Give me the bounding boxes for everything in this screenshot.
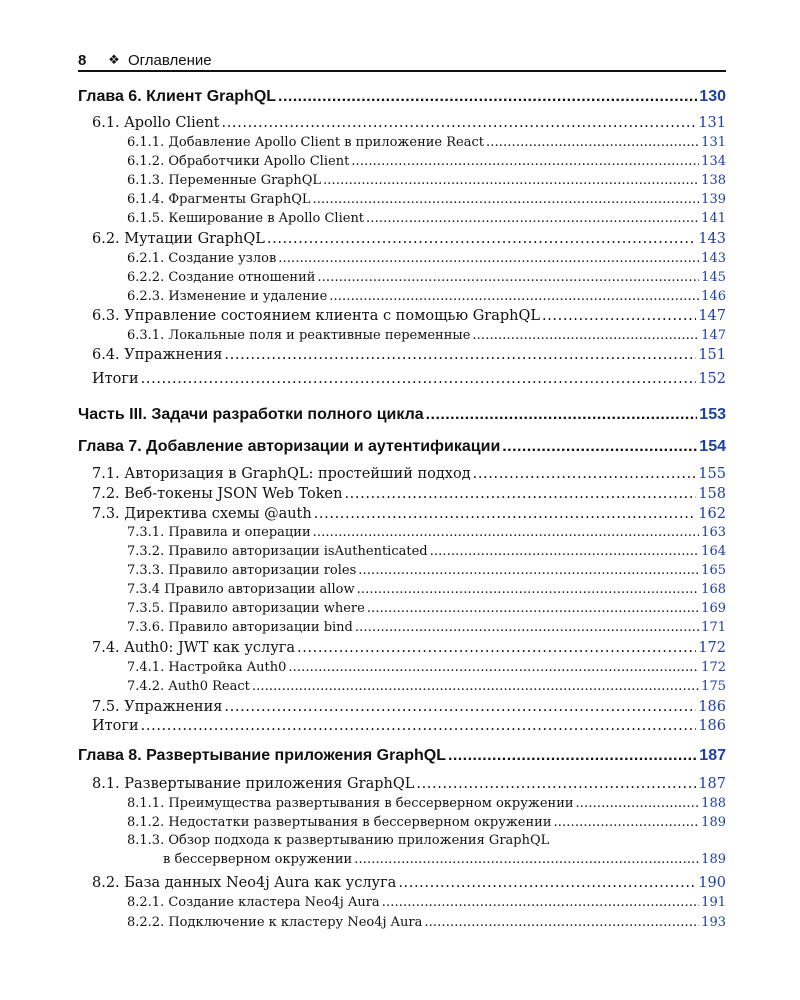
- toc-page-link[interactable]: 131: [698, 115, 726, 131]
- toc-page-link[interactable]: 130: [699, 88, 726, 105]
- toc-entry-title: 6.2.3. Изменение и удаление: [127, 289, 328, 304]
- toc-entry-title: 7.4. Auth0: JWT как услуга: [92, 640, 295, 656]
- toc-entry-title: 6.1.2. Обработчики Apollo Client: [127, 154, 350, 169]
- toc-entry-title: Глава 8. Развертывание приложения GraphQL: [78, 747, 446, 764]
- toc-page-link[interactable]: 189: [701, 815, 726, 830]
- toc-page-link[interactable]: 146: [701, 289, 726, 304]
- toc-entry[interactable]: [92, 231, 726, 247]
- toc-page-link[interactable]: 164: [701, 544, 726, 559]
- toc-page-link[interactable]: 163: [701, 525, 726, 540]
- dot-leader: [252, 679, 699, 694]
- dot-leader: [141, 718, 697, 734]
- toc-entry-title: 8.2.2. Подключение к кластеру Neo4j Aura: [127, 915, 423, 930]
- page-number: 8: [78, 51, 87, 69]
- toc-entry[interactable]: [127, 915, 726, 930]
- toc-entry[interactable]: [127, 173, 726, 188]
- toc-entry[interactable]: [92, 371, 726, 387]
- dot-leader: [224, 347, 696, 363]
- dot-leader: [314, 506, 697, 522]
- toc-entry[interactable]: [127, 289, 726, 304]
- toc-page-link[interactable]: 168: [701, 582, 726, 597]
- dot-leader: [486, 135, 699, 150]
- dot-leader: [448, 747, 697, 765]
- toc-entry[interactable]: [92, 308, 726, 324]
- toc-entry-title: 6.3.1. Локальные поля и реактивные переменные: [127, 328, 471, 343]
- toc-entry-title: 8.1.2. Недостатки развертывания в бессерверном окружении: [127, 815, 552, 830]
- toc-entry-title: 7.5. Упражнения: [92, 699, 223, 715]
- toc-page-link[interactable]: 134: [701, 154, 726, 169]
- dot-leader: [416, 776, 696, 792]
- dot-leader: [472, 328, 699, 343]
- dot-leader: [398, 875, 696, 891]
- toc-entry[interactable]: [127, 815, 726, 830]
- dot-leader: [430, 544, 700, 559]
- toc-entry[interactable]: [92, 115, 726, 131]
- toc-page-link[interactable]: 162: [698, 506, 726, 522]
- toc-entry-title: 6.1.3. Переменные GraphQL: [127, 173, 322, 188]
- toc-entry[interactable]: [92, 347, 726, 363]
- toc-page-link[interactable]: 169: [701, 601, 726, 616]
- toc-entry-title: 8.1.1. Преимущества развертывания в бессерверном окружении: [127, 796, 574, 811]
- toc-entry[interactable]: [92, 506, 726, 522]
- toc-entry-title: 7.3.2. Правило авторизации isAuthenticated: [127, 544, 428, 559]
- toc-entry[interactable]: [127, 660, 726, 675]
- toc-page-link[interactable]: 158: [698, 486, 726, 502]
- dot-leader: [354, 852, 699, 867]
- toc-entry-title: в бессерверном окружении: [163, 852, 353, 867]
- toc-entry[interactable]: [127, 328, 726, 343]
- toc-entry-title: 6.4. Упражнения: [92, 347, 223, 363]
- toc-entry-title: 6.1.5. Кеширование в Apollo Client: [127, 211, 365, 226]
- dot-leader: [424, 915, 699, 930]
- dot-leader: [267, 231, 696, 247]
- toc-page-link[interactable]: 186: [698, 699, 726, 715]
- toc-page-link[interactable]: 139: [701, 192, 726, 207]
- toc-page-link[interactable]: 186: [698, 718, 726, 734]
- toc-page-link[interactable]: 147: [698, 308, 726, 324]
- toc-entry[interactable]: [127, 525, 726, 540]
- dot-leader: [366, 211, 699, 226]
- dot-leader: [542, 308, 696, 324]
- toc-entry-title: 8.1. Развертывание приложения GraphQL: [92, 776, 415, 792]
- dot-leader: [502, 438, 697, 456]
- toc-page-link[interactable]: 172: [701, 660, 726, 675]
- toc-page-link[interactable]: 143: [701, 251, 726, 266]
- running-title: Оглавление: [128, 51, 212, 69]
- dot-leader: [351, 154, 699, 169]
- toc-page-link[interactable]: 131: [701, 135, 726, 150]
- toc-entry[interactable]: [92, 699, 726, 715]
- toc-entry[interactable]: [163, 852, 726, 867]
- toc-entry-title: 6.1.1. Добавление Apollo Client в приложение React: [127, 135, 484, 150]
- toc-entry[interactable]: [127, 270, 726, 285]
- toc-page-link[interactable]: 171: [701, 620, 726, 635]
- dot-leader: [278, 251, 699, 266]
- toc-entry[interactable]: [127, 895, 726, 910]
- toc-entry-title: 7.3.1. Правила и операции: [127, 525, 311, 540]
- toc-entry[interactable]: [92, 486, 726, 502]
- toc-entry-title: 7.4.1. Настройка Auth0: [127, 660, 287, 675]
- toc-entry-title: 8.2. База данных Neo4j Aura как услуга: [92, 875, 397, 891]
- dot-leader: [367, 601, 699, 616]
- toc-entry-title: Глава 7. Добавление авторизации и аутентификации: [78, 438, 501, 455]
- toc-entry[interactable]: [78, 406, 726, 424]
- toc-entry[interactable]: [127, 796, 726, 811]
- toc-page-link[interactable]: 154: [699, 438, 726, 455]
- dot-leader: [323, 173, 699, 188]
- toc-entry[interactable]: [92, 640, 726, 656]
- toc-page-link[interactable]: 143: [698, 231, 726, 247]
- toc-entry[interactable]: [127, 154, 726, 169]
- toc-page-link[interactable]: 138: [701, 173, 726, 188]
- dot-leader: [288, 660, 699, 675]
- toc-entry-title: Часть III. Задачи разработки полного цикла: [78, 406, 424, 423]
- toc-page-link[interactable]: 193: [701, 915, 726, 930]
- toc-entry[interactable]: [127, 620, 726, 635]
- toc-entry-title: Итоги: [92, 371, 139, 387]
- toc-entry-title: 6.2.2. Создание отношений: [127, 270, 316, 285]
- dot-leader: [297, 640, 696, 656]
- dot-leader: [344, 486, 696, 502]
- toc-page-link[interactable]: 147: [701, 328, 726, 343]
- toc-entry-title: 6.1.4. Фрагменты GraphQL: [127, 192, 311, 207]
- ornament-icon: ❖: [108, 52, 120, 67]
- toc-page-link[interactable]: 187: [699, 747, 726, 764]
- toc-entry-title: 7.3.3. Правило авторизации roles: [127, 563, 357, 578]
- toc-entry-title: 6.3. Управление состоянием клиента с помощью GraphQL: [92, 308, 540, 324]
- toc-entry-title: Глава 6. Клиент GraphQL: [78, 88, 277, 105]
- dot-leader: [222, 115, 697, 131]
- toc-entry-title: 7.3. Директива схемы @auth: [92, 506, 312, 522]
- toc-entry[interactable]: [127, 135, 726, 150]
- toc-entry[interactable]: [92, 718, 726, 734]
- dot-leader: [382, 895, 699, 910]
- toc-page-link[interactable]: 153: [699, 406, 726, 423]
- toc-entry[interactable]: [127, 563, 726, 578]
- dot-leader: [358, 563, 699, 578]
- toc-page-link[interactable]: 165: [701, 563, 726, 578]
- toc-page-link[interactable]: 151: [698, 347, 726, 363]
- toc-entry[interactable]: [78, 88, 726, 106]
- dot-leader: [426, 406, 698, 424]
- toc-entry-title: 7.3.6. Правило авторизации bind: [127, 620, 353, 635]
- dot-leader: [329, 289, 699, 304]
- toc-entry-title: 8.1.3. Обзор подхода к развертыванию приложения GraphQL: [127, 833, 550, 848]
- toc-entry-title: Итоги: [92, 718, 139, 734]
- toc-page-link[interactable]: 175: [701, 679, 726, 694]
- dot-leader: [313, 525, 700, 540]
- toc-entry-title: 7.1. Авторизация в GraphQL: простейший подход: [92, 466, 471, 482]
- toc-entry-title: 8.2.1. Создание кластера Neo4j Aura: [127, 895, 380, 910]
- dot-leader: [313, 192, 700, 207]
- dot-leader: [473, 466, 697, 482]
- toc-page-link[interactable]: 187: [698, 776, 726, 792]
- toc-entry[interactable]: [92, 466, 726, 482]
- toc-entry[interactable]: [78, 747, 726, 765]
- header-rule: [78, 70, 726, 72]
- toc-entry[interactable]: [127, 601, 726, 616]
- dot-leader: [224, 699, 696, 715]
- toc-entry-title: 7.3.5. Правило авторизации where: [127, 601, 365, 616]
- toc-entry[interactable]: [127, 211, 726, 226]
- toc-entry-title: 6.2.1. Создание узлов: [127, 251, 277, 266]
- toc-entry[interactable]: [92, 776, 726, 792]
- toc-page-link[interactable]: 188: [701, 796, 726, 811]
- toc-entry[interactable]: [127, 582, 726, 597]
- toc-entry-title: 7.2. Веб-токены JSON Web Token: [92, 486, 343, 502]
- toc-entry-title: 7.3.4 Правило авторизации allow: [127, 582, 355, 597]
- toc-entry[interactable]: [92, 875, 726, 891]
- dot-leader: [141, 371, 697, 387]
- toc-page-link[interactable]: 141: [701, 211, 726, 226]
- toc-entry-title: 7.4.2. Auth0 React: [127, 679, 250, 694]
- toc-entry[interactable]: [78, 438, 726, 456]
- running-header: [78, 50, 726, 70]
- toc-page-link[interactable]: 190: [698, 875, 726, 891]
- toc-page-link[interactable]: 155: [698, 466, 726, 482]
- toc-page-link[interactable]: 189: [701, 852, 726, 867]
- dot-leader: [357, 582, 700, 597]
- dot-leader: [576, 796, 700, 811]
- toc-entry[interactable]: [127, 192, 726, 207]
- toc-entry[interactable]: [127, 679, 726, 694]
- dot-leader: [554, 815, 700, 830]
- dot-leader: [278, 88, 697, 106]
- toc-entry-title: 6.2. Мутации GraphQL: [92, 231, 265, 247]
- toc-entry-title: 6.1. Apollo Client: [92, 115, 220, 131]
- dot-leader: [355, 620, 699, 635]
- toc-page-link[interactable]: 191: [701, 895, 726, 910]
- toc-entry[interactable]: [127, 251, 726, 266]
- toc-page-link[interactable]: 152: [698, 371, 726, 387]
- toc-page-link[interactable]: 145: [701, 270, 726, 285]
- toc-page-link[interactable]: 172: [698, 640, 726, 656]
- toc-entry[interactable]: [127, 544, 726, 559]
- dot-leader: [317, 270, 699, 285]
